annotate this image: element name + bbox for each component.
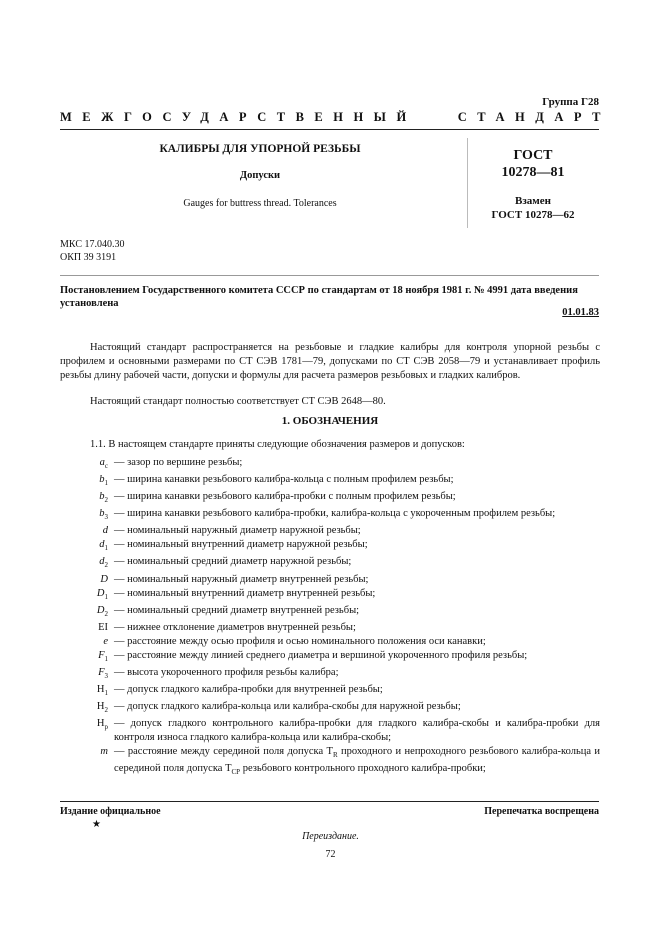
definition-symbol: $a_c$ xyxy=(99,457,108,471)
replace-label: Взамен xyxy=(515,195,551,207)
definition-item xyxy=(90,524,600,538)
definition-symbol: e xyxy=(103,635,108,647)
definition-text: — нижнее отклонение диаметров внутренней резьбы; xyxy=(114,621,356,633)
definition-symbol: D xyxy=(100,573,108,585)
definition-text: — расстояние между линией среднего диаметра и вершиной укороченного профиля резьбы; xyxy=(114,649,528,661)
definition-text: — номинальный внутренний диаметр наружной резьбы; xyxy=(114,539,368,551)
definition-symbol: $H_2$ xyxy=(96,701,108,715)
definition-text: — ширина канавки резьбового калибра-кольца с полным профилем резьбы; xyxy=(114,474,454,486)
definition-text: — зазор по вершине резьбы; xyxy=(114,457,243,468)
definition-symbol: $D_2$ xyxy=(96,604,108,618)
classification-codes xyxy=(60,238,124,264)
definition-item xyxy=(90,621,600,635)
definition-item xyxy=(90,538,600,555)
definition-symbol: d xyxy=(102,525,108,537)
definition-symbol: EI xyxy=(98,621,108,633)
standard-type-header xyxy=(60,110,611,125)
definition-symbol: $F_1$ xyxy=(98,649,108,663)
definition-item xyxy=(90,604,600,621)
definition-symbol: $b_3$ xyxy=(99,508,108,522)
definitions-list xyxy=(90,456,600,779)
page-number: 72 xyxy=(325,849,336,860)
definition-item xyxy=(90,683,600,700)
definition-item xyxy=(90,635,600,649)
gost-block xyxy=(478,147,588,181)
definition-text: — ширина канавки резьбового калибра-пробки, калибра-кольца с укороченным профилем резьбы; xyxy=(114,508,556,520)
definition-text: — номинальный средний диаметр наружной резьбы; xyxy=(114,556,352,568)
definition-item xyxy=(90,456,600,473)
reprint-notice: Перепечатка воспрещена xyxy=(484,806,599,817)
definition-symbol: $F_3$ xyxy=(98,666,108,680)
definition-symbol: $b_2$ xyxy=(99,491,108,505)
definition-text: — номинальный средний диаметр внутренней резьбы; xyxy=(114,604,360,616)
definition-item xyxy=(90,573,600,587)
definition-text: — расстояние между серединой поля допуска $T_R$ проходного и непроходного резьбового калибра-кольца и серединой поля допуска $T_{CP}$ резьбового контрольного проходного калибра-пробки; xyxy=(114,746,600,777)
definition-text: — ширина канавки резьбового калибра-пробки с полным профилем резьбы; xyxy=(114,491,456,503)
replace-block xyxy=(478,194,588,222)
definition-item xyxy=(90,717,600,745)
definition-text: — расстояние между осью профиля и осью номинального положения оси канавки; xyxy=(114,635,486,647)
okp-code: ОКП 39 3191 xyxy=(60,252,117,263)
definition-item xyxy=(90,473,600,490)
replace-number: ГОСТ 10278—62 xyxy=(491,209,575,221)
definition-symbol: $D_1$ xyxy=(96,587,108,601)
paragraph-compliance: Настоящий стандарт полностью соответствует СТ СЭВ 2648—80. xyxy=(90,396,386,407)
definition-text: — допуск гладкого калибра-кольца или калибра-скобы для наружной резьбы; xyxy=(114,701,461,713)
document-title: КАЛИБРЫ ДЛЯ УПОРНОЙ РЕЗЬБЫ xyxy=(159,143,361,155)
definition-item xyxy=(90,649,600,666)
definition-symbol: $d_1$ xyxy=(99,539,108,553)
definition-item xyxy=(90,555,600,572)
republished-note: Переиздание. xyxy=(302,831,359,842)
effective-date: 01.01.83 xyxy=(562,307,599,318)
edition-label: Издание официальное xyxy=(60,806,161,817)
header-standard: СТАНДАРТ xyxy=(457,110,611,124)
definition-text: — номинальный наружный диаметр наружной резьбы; xyxy=(114,525,361,537)
paragraph-scope: Настоящий стандарт распространяется на резьбовые и гладкие калибры для контроля упорной резьбы с профилем и основными размерами по СТ СЭВ 1781—79, допусками по СТ СЭВ 2058—79 и устанавливает профиль резьбы длину рабочей части, допуски и формулы для расчета размеров резьбовых и гладких калибров. xyxy=(60,342,600,381)
definition-symbol: $d_2$ xyxy=(99,556,108,570)
definition-item xyxy=(90,490,600,507)
definitions-intro: 1.1. В настоящем стандарте приняты следующие обозначения размеров и допусков: xyxy=(90,439,465,450)
definition-text: — номинальный внутренний диаметр внутренней резьбы; xyxy=(114,587,376,599)
definition-item xyxy=(90,700,600,717)
definition-symbol: m xyxy=(100,746,108,758)
section-title: 1. ОБОЗНАЧЕНИЯ xyxy=(281,415,379,427)
definition-text: — номинальный наружный диаметр внутренней резьбы; xyxy=(114,573,369,585)
definition-item xyxy=(90,666,600,683)
definition-text: — допуск гладкого калибра-пробки для внутренней резьбы; xyxy=(114,683,383,695)
codes-divider xyxy=(60,275,599,276)
header-divider xyxy=(60,129,599,130)
definition-symbol: $H_1$ xyxy=(96,683,108,698)
gost-number: 10278—81 xyxy=(501,165,565,180)
star-mark: ★ xyxy=(92,819,101,830)
definition-text: — высота укороченного профиля резьбы калибра; xyxy=(114,666,339,678)
definition-symbol: $b_1$ xyxy=(99,474,108,488)
definition-text: — допуск гладкого контрольного калибра-пробки для гладкого калибра-скобы и калибра-пробки для контроля износа гладкого калибра-кольца или калибра-скобы; xyxy=(114,718,600,744)
document-subtitle: Допуски xyxy=(239,170,281,181)
definition-item xyxy=(90,745,600,779)
footer-divider xyxy=(60,801,599,802)
english-title: Gauges for buttress thread. Tolerances xyxy=(183,198,337,209)
group-code: Группа Г28 xyxy=(542,96,599,108)
gost-label: ГОСТ xyxy=(513,148,553,163)
definition-item xyxy=(90,587,600,604)
definition-item xyxy=(90,507,600,524)
definition-symbol: $H_p$ xyxy=(96,718,108,732)
mks-code: МКС 17.040.30 xyxy=(60,239,125,250)
decree-text: Постановлением Государственного комитета СССР по стандартам от 18 ноября 1981 г. № 4991 дата введения установлена xyxy=(60,285,578,309)
header-interstate: МЕЖГОСУДАРСТВЕННЫЙ xyxy=(60,110,417,124)
title-separator xyxy=(467,138,468,228)
